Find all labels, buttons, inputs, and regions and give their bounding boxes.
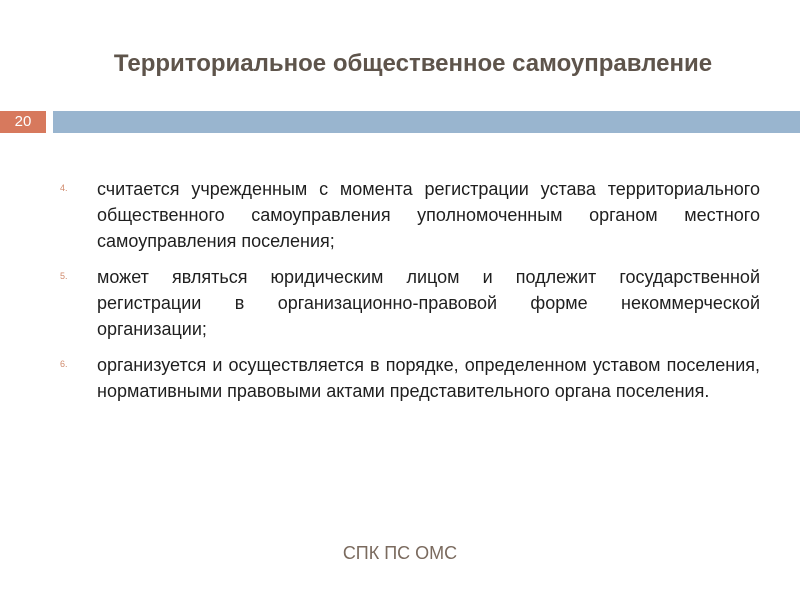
slide-number-badge: 20: [0, 111, 46, 133]
item-list: [60, 176, 760, 414]
list-item-text: может являться юридическим лицом и подлежит государственной регистрации в организационно-правовой форме некоммерческой организации;: [97, 267, 760, 339]
list-item-number: 4.: [60, 183, 68, 193]
list-item-text: организуется и осуществляется в порядке, определенном уставом поселения, нормативными правовыми актами представительного органа поселения.: [97, 355, 760, 401]
slide-title: Территориальное общественное самоуправление: [113, 50, 713, 77]
list-item-number: 5.: [60, 271, 68, 281]
list-item-number: 6.: [60, 359, 68, 369]
list-item-text: считается учрежденным с момента регистрации устава территориального общественного самоуправления уполномоченным органом местного самоуправления поселения;: [97, 179, 760, 251]
header-bar: [53, 111, 800, 133]
list-item: [60, 176, 760, 254]
list-item: [60, 264, 760, 342]
slide-footer: СПК ПС ОМС: [342, 543, 458, 563]
list-item: [60, 352, 760, 404]
